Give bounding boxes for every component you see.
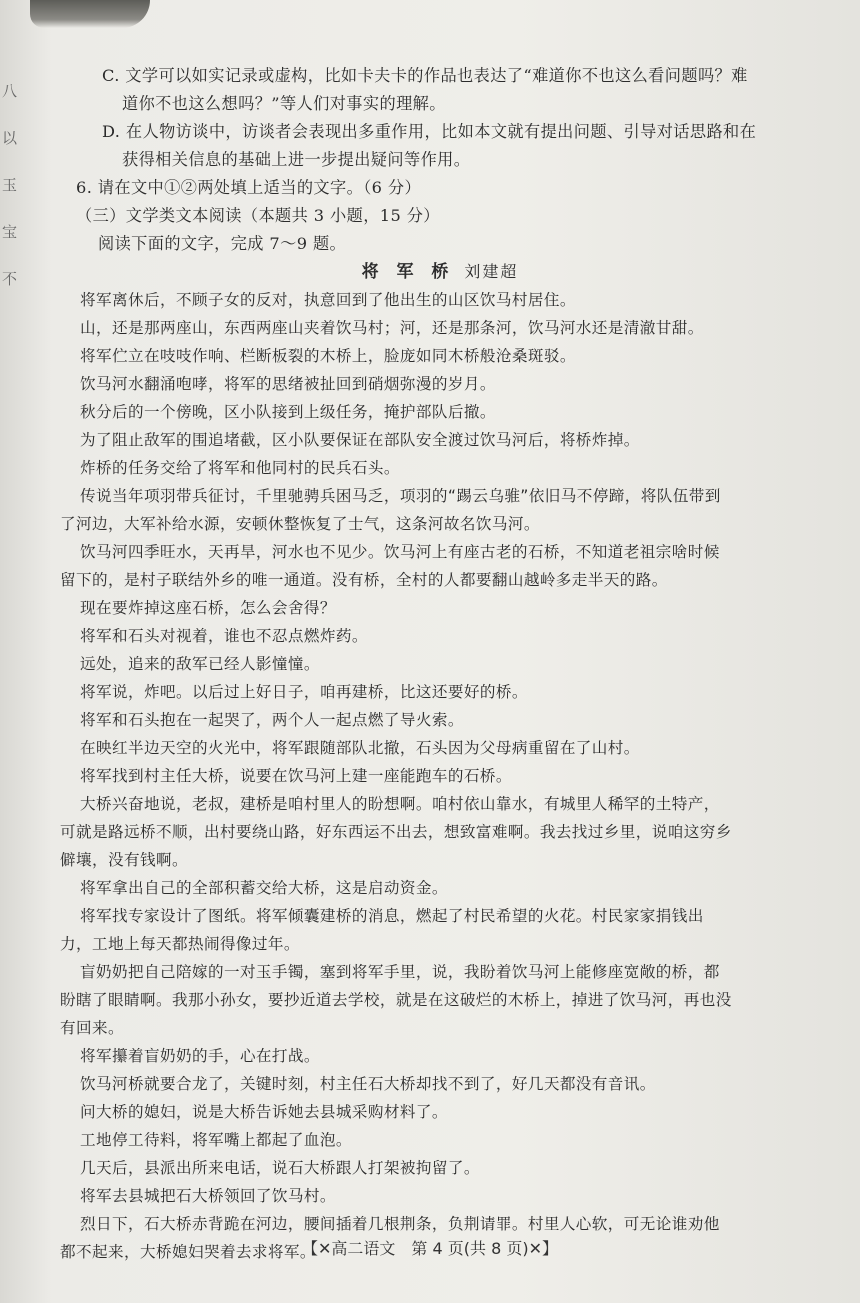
option-d-line2: 获得相关信息的基础上进一步提出疑问等作用。 (122, 150, 471, 169)
story-line: 远处，追来的敌军已经人影憧憧。 (80, 655, 320, 673)
margin-mark: 玉 (2, 176, 18, 194)
story-line: 将军拿出自己的全部积蓄交给大桥，这是启动资金。 (80, 879, 448, 897)
left-margin-marks (2, 80, 20, 315)
story-line: 现在要炸掉这座石桥，怎么会舍得？ (80, 599, 336, 617)
page-content (60, 62, 820, 1266)
page-corner-shadow (30, 0, 150, 28)
story-line: 在映红半边天空的火光中，将军跟随部队北撤，石头因为父母病重留在了山村。 (80, 739, 640, 757)
story-title-line (60, 258, 820, 286)
story-line: 留下的，是村子联结外乡的唯一通道。没有桥，全村的人都要翻山越岭多走半天的路。 (60, 571, 668, 589)
option-d-line1: D. 在人物访谈中，访谈者会表现出多重作用，比如本文就有提出问题、引导对话思路和在 (102, 122, 757, 141)
story-line: 饮马河四季旺水，天再旱，河水也不见少。饮马河上有座古老的石桥，不知道老祖宗啥时候 (80, 543, 720, 561)
story-body (60, 286, 820, 1266)
reading-instruction: 阅读下面的文字，完成 7～9 题。 (98, 234, 347, 253)
option-c-line2: 道你不也这么想吗？”等人们对事实的理解。 (122, 94, 446, 113)
margin-mark: 不 (2, 270, 18, 288)
story-line: 将军说，炸吧。以后过上好日子，咱再建桥，比这还要好的桥。 (80, 683, 528, 701)
story-line: 饮马河水翻涌咆哮，将军的思绪被扯回到硝烟弥漫的岁月。 (80, 375, 496, 393)
story-line: 盲奶奶把自己陪嫁的一对玉手镯，塞到将军手里，说，我盼着饮马河上能修座宽敞的桥，都 (80, 963, 720, 981)
story-title: 将 军 桥 (361, 262, 455, 282)
margin-mark: 宝 (2, 223, 18, 241)
story-line: 力，工地上每天都热闹得像过年。 (60, 935, 300, 953)
story-line: 可就是路远桥不顺，出村要绕山路，好东西运不出去，想致富难啊。我去找过乡里，说咱这穷乡 (60, 823, 732, 841)
option-c-line1: C. 文学可以如实记录或虚构，比如卡夫卡的作品也表达了“难道你不也这么看问题吗？难 (102, 66, 748, 85)
story-line: 将军和石头对视着，谁也不忍点燃炸药。 (80, 627, 368, 645)
story-line: 将军找到村主任大桥，说要在饮马河上建一座能跑车的石桥。 (80, 767, 512, 785)
margin-mark: 八 (2, 82, 18, 100)
story-line: 都不起来，大桥媳妇哭着去求将军。 (60, 1243, 316, 1261)
story-line: 问大桥的媳妇，说是大桥告诉她去县城采购材料了。 (80, 1103, 448, 1121)
page-footer: 【✕高二语文 第 4 页(共 8 页)✕】 (301, 1239, 558, 1258)
story-line: 将军离休后，不顾子女的反对，执意回到了他出生的山区饮马村居住。 (80, 291, 576, 309)
story-line: 几天后，县派出所来电话，说石大桥跟人打架被拘留了。 (80, 1159, 480, 1177)
story-line: 烈日下，石大桥赤背跪在河边，腰间插着几根荆条，负荆请罪。村里人心软，可无论谁劝他 (80, 1215, 720, 1233)
story-line: 僻壤，没有钱啊。 (60, 851, 188, 869)
story-line: 山，还是那两座山，东西两座山夹着饮马村；河，还是那条河，饮马河水还是清澈甘甜。 (80, 319, 704, 337)
story-line: 饮马河桥就要合龙了，关键时刻，村主任石大桥却找不到了，好几天都没有音讯。 (80, 1075, 656, 1093)
story-line: 为了阻止敌军的围追堵截，区小队要保证在部队安全渡过饮马河后，将桥炸掉。 (80, 431, 640, 449)
story-line: 将军去县城把石大桥领回了饮马村。 (80, 1187, 336, 1205)
story-line: 秋分后的一个傍晚，区小队接到上级任务，掩护部队后撤。 (80, 403, 496, 421)
story-line: 炸桥的任务交给了将军和他同村的民兵石头。 (80, 459, 400, 477)
story-line: 将军和石头抱在一起哭了，两个人一起点燃了导火索。 (80, 711, 464, 729)
section-heading: （三）文学类文本阅读（本题共 3 小题，15 分） (76, 206, 440, 225)
story-line: 将军伫立在吱吱作响、栏断板裂的木桥上，脸庞如同木桥般沧桑斑驳。 (80, 347, 576, 365)
story-author: 刘建超 (464, 262, 519, 281)
story-line: 将军攥着盲奶奶的手，心在打战。 (80, 1047, 320, 1065)
story-line: 将军找专家设计了图纸。将军倾囊建桥的消息，燃起了村民希望的火花。村民家家捐钱出 (80, 907, 704, 925)
story-line: 大桥兴奋地说，老叔，建桥是咱村里人的盼想啊。咱村依山靠水，有城里人稀罕的土特产， (80, 795, 720, 813)
question-6: 6. 请在文中①②两处填上适当的文字。（6 分） (76, 178, 422, 197)
story-line: 工地停工待料，将军嘴上都起了血泡。 (80, 1131, 352, 1149)
story-line: 了河边，大军补给水源，安顿休整恢复了士气，这条河故名饮马河。 (60, 515, 540, 533)
margin-mark: 以 (2, 129, 18, 147)
story-line: 有回来。 (60, 1019, 124, 1037)
story-line: 盼瞎了眼睛啊。我那小孙女，要抄近道去学校，就是在这破烂的木桥上，掉进了饮马河，再也没 (60, 991, 732, 1009)
story-line: 传说当年项羽带兵征讨，千里驰骋兵困马乏，项羽的“踢云乌骓”依旧马不停蹄，将队伍带到 (80, 487, 721, 505)
